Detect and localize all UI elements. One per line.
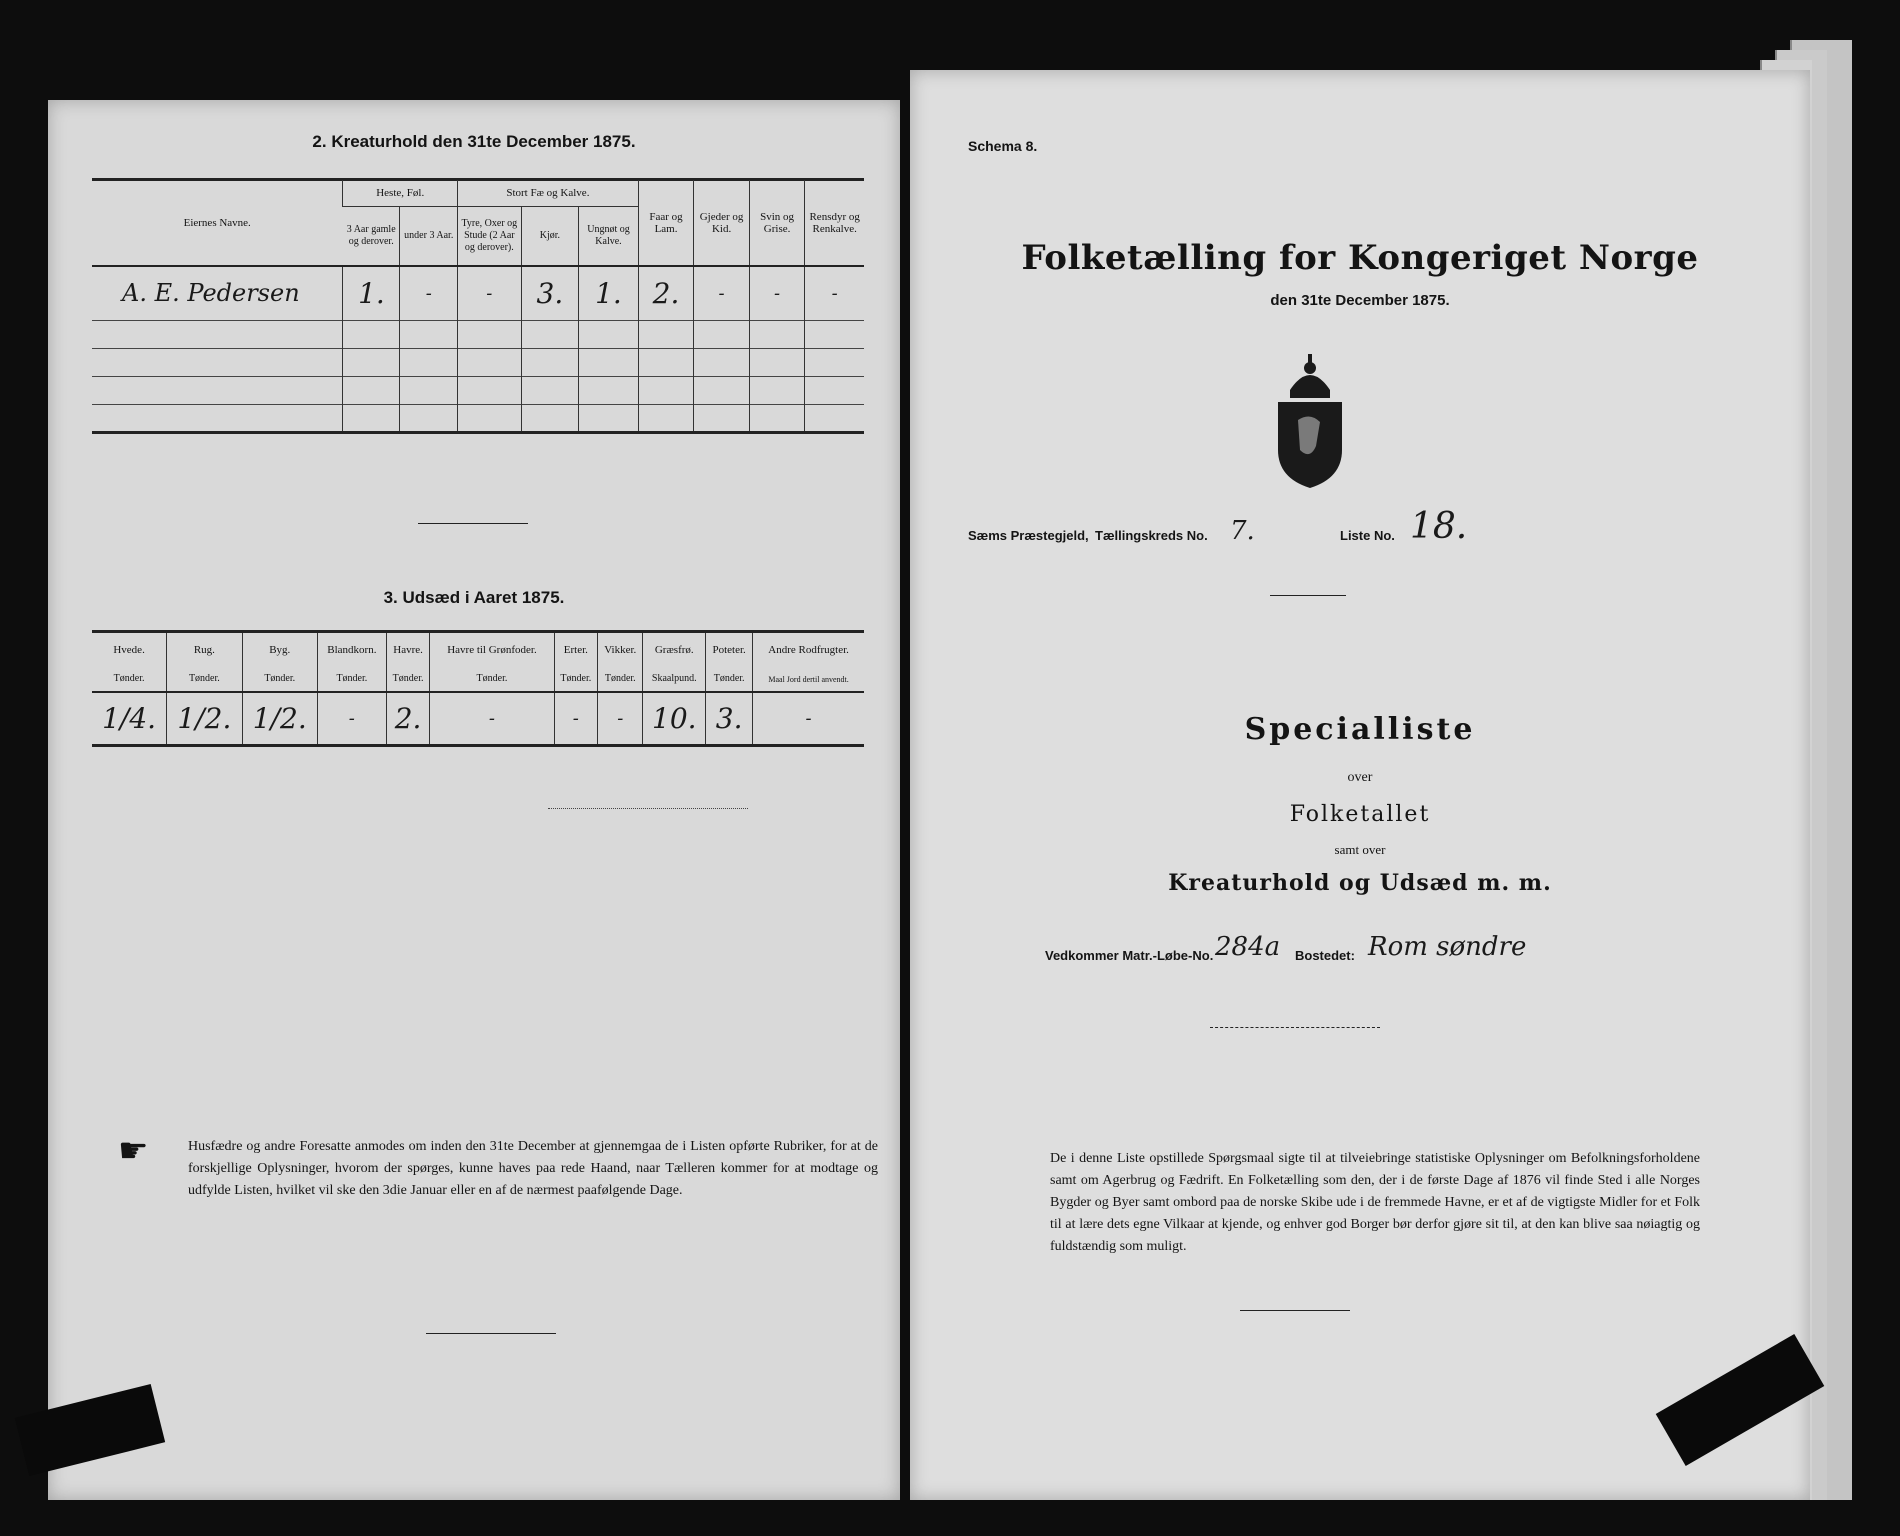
horses-header: Heste, Føl. [343, 180, 458, 206]
notice-text: Husfædre og andre Foresatte anmodes om inden den 31te December at gjennemgaa de i Listen opførte Rubriker, for at de forskjellige Oplysninger, hvorom der spørges, kunne haves paa rede Haand, naar Tælleren kommer for at modtage og udfylde Listen, hvilket vil ske den 3die Januar eller en af de nærmest paafølgende Dage. [188, 1139, 878, 1198]
horses-young-header: under 3 Aar. [400, 206, 458, 266]
seed-unit: Skaalpund. [643, 668, 706, 692]
seed-unit: Maal Jord dertil anvendt. [753, 668, 864, 692]
specialliste-heading: Specialliste [1244, 712, 1476, 747]
seed-value: - [598, 692, 643, 746]
seed-value: - [317, 692, 386, 746]
left-page [48, 100, 900, 1500]
bosted-label: Bostedet: [1295, 948, 1355, 963]
goats-value: - [694, 266, 750, 320]
kreaturhold-heading: Kreaturhold og Udsæd m. m. [1168, 870, 1552, 896]
seed-unit: Tønder. [242, 668, 317, 692]
matr-value: 284a [1215, 932, 1281, 962]
district-label: Tællingskreds No. [1095, 528, 1208, 543]
seed-value: 10. [643, 692, 706, 746]
samt-over-text: samt over [1334, 842, 1386, 857]
cattle-header: Stort Fæ og Kalve. [458, 180, 639, 206]
matr-label: Vedkommer Matr.-Løbe-No. [1045, 948, 1214, 963]
seed-header: Græsfrø. [643, 632, 706, 668]
bulls-value: - [458, 266, 522, 320]
right-page [910, 70, 1810, 1500]
horses-old-value: 1. [343, 266, 400, 320]
owner-header: Eiernes Navne. [183, 216, 251, 229]
seed-header: Andre Rodfrugter. [753, 632, 864, 668]
reindeer-value: - [805, 266, 864, 320]
sheep-header: Faar og Lam. [638, 180, 694, 266]
livestock-table [92, 180, 864, 434]
seed-header: Hvede. [113, 644, 145, 657]
bosted-value: Rom søndre [1368, 932, 1527, 962]
list-value: 18. [1410, 506, 1468, 547]
seed-unit: Tønder. [554, 668, 598, 692]
pigs-value: - [749, 266, 805, 320]
pointing-hand-icon: ☛ [118, 1131, 149, 1171]
horses-old-header: 3 Aar gamle og derover. [346, 223, 396, 247]
dotted-rule [548, 808, 748, 809]
horses-young-value: - [400, 266, 458, 320]
cows-header: Kjør. [521, 206, 579, 266]
seed-value: - [430, 692, 554, 746]
bulls-header: Tyre, Oxer og Stude (2 Aar og derover). [458, 206, 522, 266]
seed-header: Poteter. [706, 632, 753, 668]
seed-header: Havre til Grønfoder. [430, 632, 554, 668]
over-text: over [1347, 770, 1373, 785]
table-row [92, 266, 864, 320]
section3-title: 3. Udsæd i Aaret 1875. [383, 588, 565, 607]
seed-unit: Tønder. [386, 668, 430, 692]
folketallet-heading: Folketallet [1289, 802, 1431, 827]
owner-name: A. E. Pedersen [122, 279, 300, 308]
middle-rule [1210, 1027, 1380, 1028]
seed-header: Rug. [167, 632, 242, 668]
seed-header: Blandkorn. [317, 632, 386, 668]
seed-header-row [92, 632, 864, 668]
subtitle: den 31te December 1875. [1270, 292, 1450, 309]
footer-text: De i denne Liste opstillede Spørgsmaal sigte til at tilveiebringe statistiske Oplysninger om Befolkningsforholdene samt om Agerbrug og Fædrift. En Folketælling som den, der i de første Dage af 1876 vil finde Sted i alle Norges Bygder og Byer samt ombord paa de norske Skibe ude i de fremmede Havne, er et af de vigtigste Midler for et Folk til at lære dets egne Vilkaar at kjende, og enhver god Borger bør derfor gjøre sit til, at den kan blive saa nøiagtig og fuldstændig som muligt. [1050, 1151, 1700, 1254]
table-row [92, 692, 864, 746]
calves-value: 1. [579, 266, 639, 320]
seed-value: 3. [706, 692, 753, 746]
footer-rule [1240, 1310, 1350, 1311]
seed-table [92, 630, 864, 747]
seed-value: 1/4. [102, 701, 157, 735]
seed-unit-row [92, 668, 864, 692]
seed-value: 1/2. [167, 692, 242, 746]
seed-unit: Tønder. [598, 668, 643, 692]
seed-header: Erter. [554, 632, 598, 668]
sheep-value: 2. [638, 266, 694, 320]
goats-header: Gjeder og Kid. [694, 180, 750, 266]
seed-value: 1/2. [242, 692, 317, 746]
short-rule [1270, 595, 1346, 596]
seed-value: - [753, 692, 864, 746]
seed-header: Byg. [242, 632, 317, 668]
bottom-rule [426, 1333, 556, 1334]
list-label: Liste No. [1340, 528, 1395, 543]
separator-rule [418, 523, 528, 524]
district-value: 7. [1230, 516, 1255, 546]
section2-title: 2. Kreaturhold den 31te December 1875. [312, 132, 636, 151]
calves-header: Ungnøt og Kalve. [579, 206, 639, 266]
norway-coat-of-arms-icon [1270, 350, 1350, 490]
pigs-header: Svin og Grise. [749, 180, 805, 266]
seed-unit: Tønder. [167, 668, 242, 692]
schema-label: Schema 8. [968, 138, 1038, 154]
seed-unit: Tønder. [430, 668, 554, 692]
seed-value: - [554, 692, 598, 746]
main-title: Folketælling for Kongeriget Norge [1021, 238, 1699, 278]
seed-unit: Tønder. [317, 668, 386, 692]
seed-unit: Tønder. [113, 673, 145, 684]
seed-unit: Tønder. [706, 668, 753, 692]
cows-value: 3. [521, 266, 579, 320]
parish-label: Sæms Præstegjeld, [968, 528, 1089, 543]
reindeer-header: Rensdyr og Renkalve. [805, 180, 864, 266]
seed-value: 2. [386, 692, 430, 746]
seed-header: Vikker. [598, 632, 643, 668]
seed-header: Havre. [386, 632, 430, 668]
